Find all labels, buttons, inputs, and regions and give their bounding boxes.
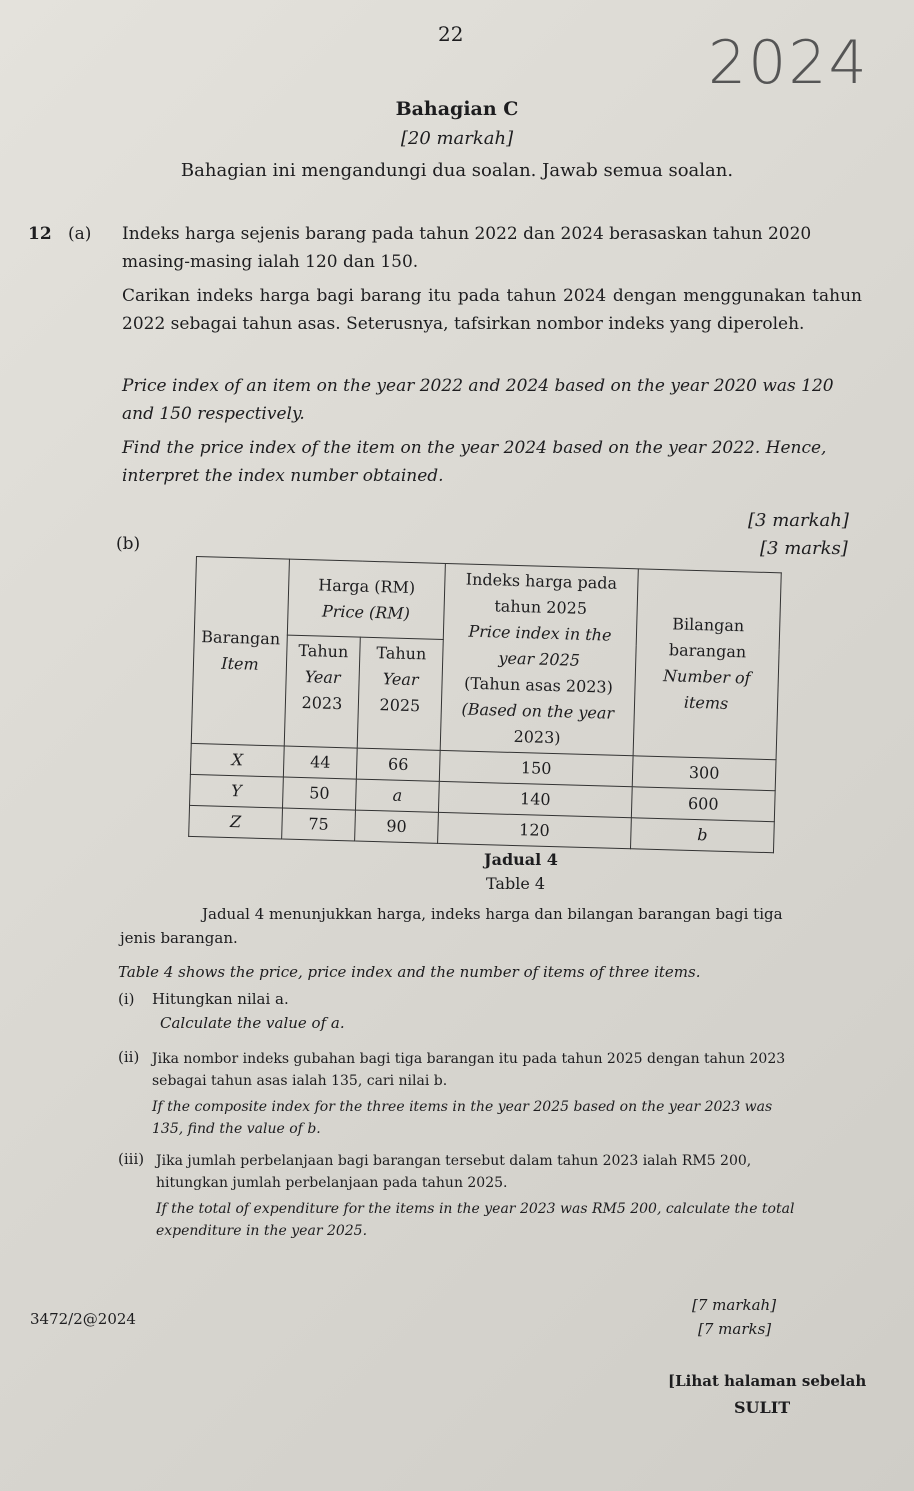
- section-marks: [20 markah]: [400, 128, 514, 149]
- sub-i-ms: Hitungkan nilai a.: [152, 990, 289, 1008]
- table-cell: Y: [190, 774, 284, 808]
- header-text: (Tahun asas 2023): [463, 673, 614, 697]
- header-text: 2025: [379, 695, 421, 716]
- part-a-marks-ms: [3 markah]: [748, 510, 849, 531]
- table-caption-ms: Jadual 4: [484, 850, 558, 869]
- part-b-marks-en: [7 marks]: [698, 1320, 772, 1338]
- header-text: Tahun: [298, 641, 349, 662]
- handwritten-note: 2024: [708, 28, 869, 98]
- sub-iii-ms: Jika jumlah perbelanjaan bagi barangan tersebut dalam tahun 2023 ialah RM5 200, hitungkan jumlah perbelanjaan pada tahun 2025.: [156, 1153, 752, 1191]
- footer-code: 3472/2@2024: [30, 1310, 136, 1328]
- part-a-marks-en: [3 marks]: [760, 538, 848, 559]
- header-text: Tahun: [376, 643, 427, 664]
- sub-i-en: Calculate the value of a.: [160, 1014, 345, 1032]
- part-b-desc-en: Table 4 shows the price, price index and the number of items of three items.: [118, 963, 701, 981]
- table-cell: 44: [283, 746, 357, 779]
- header-text: year 2025: [498, 648, 581, 670]
- page-number: 22: [438, 22, 464, 46]
- header-2025: [357, 637, 443, 750]
- header-text: 2023): [513, 726, 561, 748]
- table-4: [188, 556, 782, 853]
- table-cell: 50: [282, 777, 356, 810]
- table-caption-en: Table 4: [486, 874, 546, 893]
- header-text: items: [683, 692, 729, 713]
- header-text: Item: [221, 653, 259, 674]
- sub-ii-en: If the composite index for the three items in the year 2025 based on the year 2023 was 135, find the value of b.: [152, 1099, 773, 1137]
- part-a-en-2: Find the price index of the item on the year 2024 based on the year 2022. Hence, interpret the index number obtained.: [122, 438, 827, 486]
- sub-iii-en: If the total of expenditure for the items in the year 2023 was RM5 200, calculate the total expenditure in the year 2025.: [156, 1201, 795, 1239]
- part-b-desc-ms: Jadual 4 menunjukkan harga, indeks harga dan bilangan barangan bagi tiga jenis barangan.: [120, 905, 783, 947]
- section-instruction: Bahagian ini mengandungi dua soalan. Jawab semua soalan.: [180, 160, 734, 181]
- header-text: Indeks harga pada: [465, 569, 618, 593]
- sub-ii-label: (ii): [118, 1048, 140, 1066]
- header-text: (Based on the year: [461, 699, 615, 723]
- table-cell: 75: [282, 808, 356, 841]
- table-cell: 90: [355, 810, 439, 843]
- part-b-label: (b): [116, 534, 141, 554]
- header-item: [191, 557, 289, 747]
- table-cell: 600: [631, 787, 775, 822]
- table-cell: X: [190, 743, 284, 777]
- table-cell: 150: [439, 750, 633, 786]
- header-index: [440, 563, 638, 755]
- table-cell: Z: [189, 805, 283, 839]
- table-cell: 140: [438, 781, 632, 817]
- header-text: Year: [304, 667, 341, 688]
- table-cell: 300: [632, 756, 776, 791]
- footer-next-page: [Lihat halaman sebelah: [668, 1372, 867, 1390]
- header-text: Bilangan: [672, 614, 745, 636]
- header-text: Price (RM): [321, 601, 411, 623]
- sub-ii-ms: Jika nombor indeks gubahan bagi tiga barangan itu pada tahun 2025 dengan tahun 2023 sebagai tahun asas ialah 135, cari nilai b.: [152, 1051, 786, 1089]
- table-cell: 120: [438, 812, 632, 848]
- sub-i-label: (i): [118, 990, 135, 1008]
- section-title: Bahagian C: [395, 98, 519, 120]
- header-price: [287, 559, 445, 639]
- header-text: Barangan: [201, 627, 281, 649]
- header-text: Year: [382, 669, 419, 690]
- table-header-row: [194, 557, 781, 649]
- part-a-ms-2: Carikan indeks harga bagi barang itu pada tahun 2024 dengan menggunakan tahun 2022 sebagai tahun asas. Seterusnya, tafsirkan nombor indeks yang diperoleh.: [122, 286, 862, 334]
- header-text: 2023: [301, 693, 343, 714]
- table-cell: b: [630, 818, 774, 853]
- part-a-label: (a): [68, 224, 92, 244]
- header-text: Price index in the: [468, 621, 612, 645]
- header-text: barangan: [668, 640, 747, 662]
- header-count: [633, 569, 781, 760]
- part-b-marks-ms: [7 markah]: [692, 1296, 777, 1314]
- part-a-ms-1: Indeks harga sejenis barang pada tahun 2022 dan 2024 berasaskan tahun 2020 masing-masing ialah 120 dan 150.: [122, 224, 812, 272]
- table-cell: 66: [356, 748, 440, 781]
- header-text: Harga (RM): [318, 574, 416, 597]
- header-text: Number of: [662, 666, 751, 688]
- table-cell: a: [355, 779, 439, 812]
- header-2023: [284, 635, 360, 748]
- sub-iii-label: (iii): [118, 1150, 145, 1168]
- part-a-en-1: Price index of an item on the year 2022 and 2024 based on the year 2020 was 120 and 150 respectively.: [122, 376, 834, 424]
- header-text: tahun 2025: [494, 596, 588, 618]
- question-number: 12: [28, 224, 52, 244]
- footer-status: SULIT: [734, 1398, 791, 1417]
